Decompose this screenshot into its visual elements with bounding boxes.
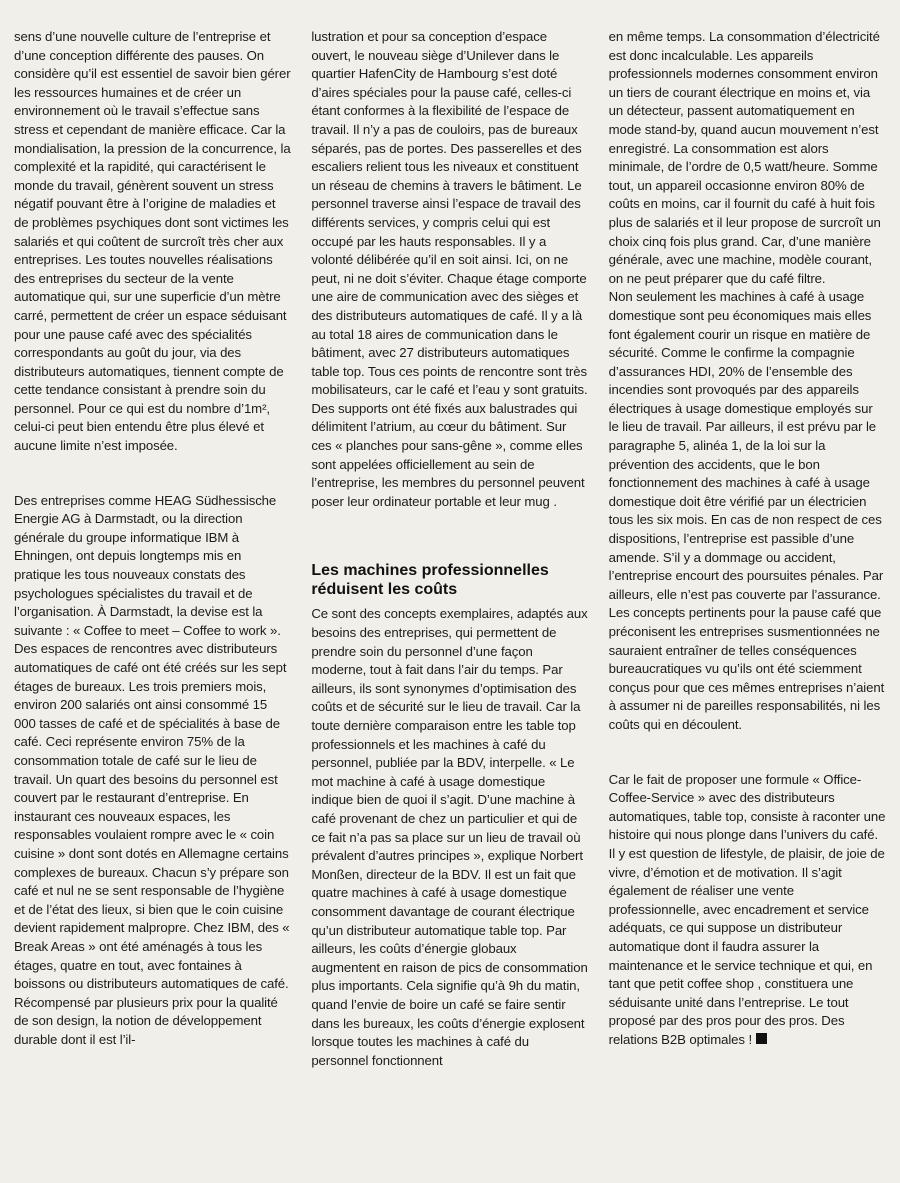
end-of-article-mark xyxy=(756,1033,767,1044)
column-3 xyxy=(609,28,886,1183)
col3-paragraph-4-text: Car le fait de proposer une formule « Office-Coffee-Service » avec des distributeurs automatiques, table top, consiste à raconter une histoire qui nous plonge dans l’univers du café. Il y est question de lifestyle, de plaisir, de joie de vivre, d’émotion et de motivation. Il s’agit également de réaliser une vente professionnelle, avec encadrement et service adéquats, ce qui suppose un distributeur automatique dont il faudra assurer la maintenance et le service technique et qui, en tant que petit coffee shop , constituera une séduisante unité dans l’entreprise. Le tout proposé par des pros pour des pros. Des relations B2B optimales ! xyxy=(608,771,886,1047)
section-heading: Les machines professionnelles réduisent les coûts xyxy=(311,562,549,599)
col1-paragraph-2: Des entreprises comme HEAG Südhessische Energie AG à Darmstadt, ou la direction générale du groupe informatique IBM à Ehningen, ont depuis longtemps mis en pratique les tous nouveaux constats des psychologues spécialistes du travail et de l’organisation. À Darmstadt, la devise est la suivante : « Coffee to meet – Coffee to work ». Des espaces de rencontres avec distributeurs automatiques de café ont été créés sur les sept étages de bureaux. Les trois premiers mois, environ 200 salariés ont ainsi consommé 15 000 tasses de café et de spécialités à base de café. Ceci représente environ 75% de la consommation totale de café sur le lieu de travail. Un quart des besoins du personnel est couvert par le restaurant d’entreprise. En instaurant ces nouveaux espaces, les responsables voulaient rompre avec le « coin cuisine » dont sont dotés en Allemagne certains complexes de bureaux. Chacun s’y prépare son café et nul ne se sent responsable de l’hygiène et de l’état des lieux, si bien que le coin cuisine devient rapidement malpropre. Chez IBM, des « Break Areas » ont été aménagés à tous les étages, quatre en tout, avec fontaines à boissons ou distributeurs automatiques de café. Récompensé par plusieurs prix pour la qualité de son design, la notion de développement durable dont il est l’il- xyxy=(14,492,290,1047)
column-2 xyxy=(311,28,588,1183)
col3-paragraph-3: Les concepts pertinents pour la pause café que préconisent les entreprises susmentionnées ne sauraient entraîner de telles conséquences bureaucratiques vu qu’ils ont été sciemment conçus pour que ces mêmes entreprises n’aient à assumer ni de pareilles responsabilités, ni les coûts qui en découlent. xyxy=(608,605,885,732)
column-1 xyxy=(14,28,291,1183)
col3-paragraph-1: en même temps. La consommation d’électricité est donc incalculable. Les appareils professionnels modernes consomment environ un tiers de courant électrique en moins et, via un détecteur, passent automatiquement en mode stand-by, quand aucun mouvement n’est enregistré. La consommation est alors minimale, de l’ordre de 0,5 watt/heure. Somme tout, un appareil occasionne environ 80% de coûts en moins, car il fournit du café à huit fois plus de salariés et il leur propose de surcroît un choix cinq fois plus grand. Car, d’une manière générale, avec une machine, modèle courant, on ne peut préparer que du café filtre. xyxy=(608,29,881,286)
col3-paragraph-2: Non seulement les machines à café à usage domestique sont peu économiques mais elles font également courir un risque en matière de sécurité. Comme le confirme la compagnie d’assurances HDI, 20% de l’ensemble des incendies sont provoqués par des appareils électriques à usage domestique employés sur le lieu de travail. Par ailleurs, il est prévu par le paragraphe 5, alinéa 1, de la loi sur la prévention des accidents, que le bon fonctionnement des machines à café à usage domestique doit être vérifié par un électricien tous les six mois. En cas de non respect de ces dispositions, l’entreprise est passible d’une amende. S’il y a dommage ou accident, l’entreprise encourt des poursuites pénales. Par ailleurs, elle n’est pas couverte par l’assurance. xyxy=(608,289,884,602)
col3-paragraph-4 xyxy=(609,771,886,1050)
col2-paragraph-1: lustration et pour sa conception d’espace ouvert, le nouveau siège d’Unilever dans le quartier HafenCity de Hambourg s’est doté d’aires spéciales pour la pause café, celles-ci étant conformes à la flexibilité de l’espace de travail. Il n’y a pas de couloirs, pas de bureaux séparés, pas de portes. Des passerelles et des escaliers relient tous les niveaux et constituent un réseau de chemins à travers le bâtiment. Le personnel traverse ainsi l’espace de travail des différents services, y compris celui qui est occupé par les hauts responsables. Il y a volonté délibérée qu’il en soit ainsi. Ici, on ne peut, ni ne doit s’éviter. Chaque étage comporte une aire de communication avec des sièges et des distributeurs automatiques de café. Il y a là au total 18 aires de communication dans le bâtiment, avec 27 distributeurs automatiques table top. Tous ces points de rencontre sont très mobilisateurs, car le café et l’eau y sont gratuits. Des supports ont été fixés aux balustrades qui délimitent l’atrium, au cœur du bâtiment. Sur ces « planches pour sans-gêne », comme elles sont appelées officiellement au sein de l’entreprise, les membres du personnel peuvent poser leur ordinateur portable et leur mug . xyxy=(311,29,588,509)
col1-paragraph-1: sens d’une nouvelle culture de l’entreprise et d’une conception différente des pauses. On considère qu’il est essentiel de savoir bien gérer les ressources humaines et de créer un environnement où le travail s’effectue sans stress et cependant de manière efficace. Car la mondialisation, la pression de la concurrence, la complexité et la rapidité, qui caractérisent le monde du travail, génèrent souvent un stress négatif pouvant être à l’origine de maladies et de problèmes psychiques dont sont victimes les salariés et qui coûtent de surcroît très cher aux entreprises. Les toutes nouvelles réalisations des entreprises du secteur de la vente automatique qui, sur une superficie d’un mètre carré, permettent de créer un espace séduisant pour une pause café avec des spécialités correspondants au goût du jour, via des distributeurs automatiques, tiennent compte de cette tendance consistant à prendre soin du personnel. Pour ce qui est du nombre d’1m², celui-ci peut bien entendu être plus élevé et aucune limite n’est imposée. xyxy=(14,29,291,454)
col2-paragraph-2: Ce sont des concepts exemplaires, adaptés aux besoins des entreprises, qui permettent de prendre soin du personnel d’une façon moderne, tout à fait dans l’air du temps. Par ailleurs, ils sont synonymes d’optimisation des coûts et de sécurité sur le lieu de travail. Car la toute dernière comparaison entre les table top professionnels et les machines à café du personnel, publiée par la BDV, interpelle. « Le mot machine à café à usage domestique indique bien de quoi il s’agit. D’une machine à café provenant de chez un particulier et qui de ce fait n’a pas sa place sur un lieu de travail où prévalent d’autres principes », explique Norbert Monßen, directeur de la BDV. Il est un fait que quatre machines à café à usage domestique consomment davantage de courant électrique qu’un distributeur automatique table top. Par ailleurs, les coûts d’énergie globaux augmentent en raison de pics de consommation plus importants. Cela signifie qu’à 9h du matin, quand l’envie de boire un café se faire sentir dans les bureaux, les coûts d’énergie explosent lorsque toutes les machines à café du personnel fonctionnent xyxy=(311,606,588,1068)
